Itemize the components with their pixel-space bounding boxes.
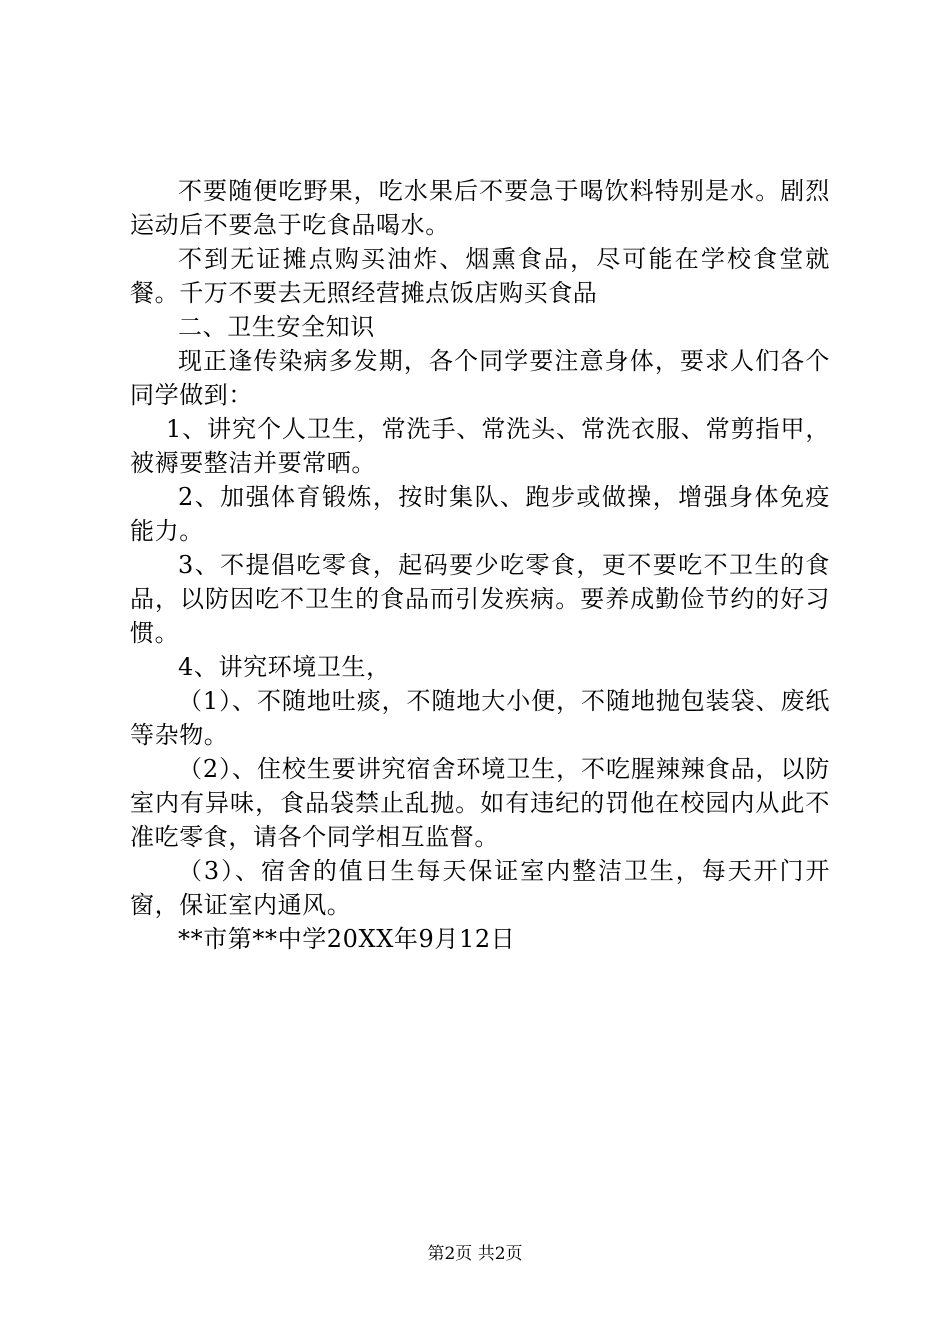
list-item-snacks: 3、不提倡吃零食，起码要少吃零食，更不要吃不卫生的食品，以防因吃不卫生的食品而引发疾病。要养成勤俭节约的好习惯。 (130, 551, 830, 647)
sub-item-no-littering: （1）、不随地吐痰，不随地大小便，不随地抛包装袋、废纸等杂物。 (130, 687, 830, 749)
list-item-exercise: 2、加强体育锻炼，按时集队、跑步或做操，增强身体免疫能力。 (130, 483, 830, 545)
paragraph-wild-fruit: 不要随便吃野果，吃水果后不要急于喝饮料特别是水。剧烈运动后不要急于吃食品喝水。 (130, 177, 830, 239)
list-item-personal-hygiene: 1、讲究个人卫生，常洗手、常洗头、常洗衣服、常剪指甲，被褥要整洁并要常晒。 (130, 415, 830, 477)
list-item-environment: 4、讲究环境卫生， (178, 653, 391, 681)
document-body (130, 174, 830, 956)
paragraph-epidemic: 现正逢传染病多发期，各个同学要注意身体，要求人们各个同学做到： (130, 347, 830, 409)
signature-date: **市第**中学20XX年9月12日 (178, 925, 516, 953)
page-number-footer: 第2页 共2页 (427, 1244, 523, 1264)
section-heading-hygiene: 二、卫生安全知识 (178, 313, 375, 341)
paragraph-food-stalls: 不到无证摊点购买油炸、烟熏食品，尽可能在学校食堂就餐。千万不要去无照经营摊点饭店购买食品 (130, 245, 830, 307)
sub-item-dormitory: （2）、住校生要讲究宿舍环境卫生，不吃腥辣辣食品，以防室内有异味，食品袋禁止乱抛。如有违纪的罚他在校园内从此不准吃零食，请各个同学相互监督。 (130, 755, 830, 851)
sub-item-duty-student: （3）、宿舍的值日生每天保证室内整洁卫生，每天开门开窗，保证室内通风。 (130, 857, 830, 919)
